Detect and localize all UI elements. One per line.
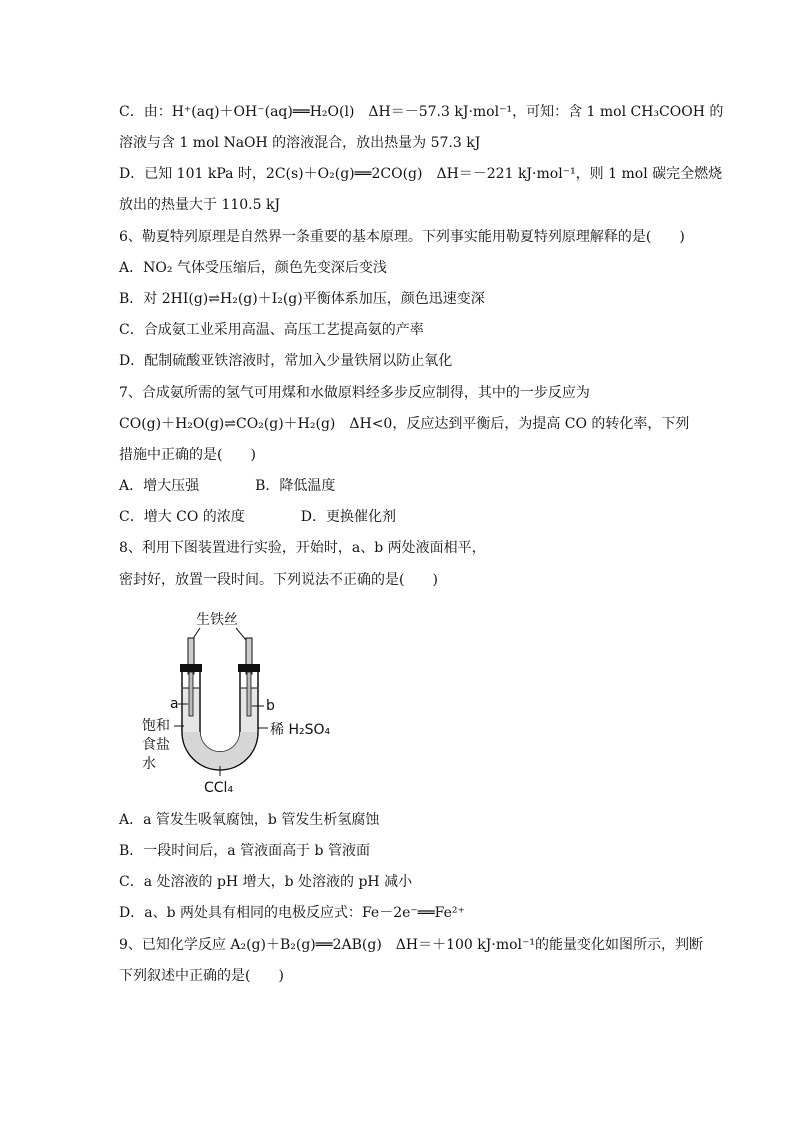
question-8-stem-line2: 密封好，放置一段时间。下列说法不正确的是( ) — [119, 572, 438, 588]
question-9-stem-line1: 9、已知化学反应 A₂(g)＋B₂(g)══2AB(g) ΔH＝＋100 kJ·mol⁻¹的能量变化如图所示，判断 — [119, 937, 704, 953]
question-9-stem-line2: 下列叙述中正确的是( ) — [119, 968, 284, 984]
label-a: a — [170, 696, 179, 712]
u-tube-diagram — [140, 604, 360, 800]
option-6d: D．配制硫酸亚铁溶液时，常加入少量铁屑以防止氧化 — [119, 353, 453, 369]
label-water: 水 — [142, 756, 156, 772]
label-saturated: 饱和 — [142, 718, 170, 734]
question-7-stem-line1: 7、合成氨所需的氢气可用煤和水做原料经多步反应制得，其中的一步反应为 — [119, 385, 590, 401]
option-6c: C．合成氨工业采用高温、高压工艺提高氨的产率 — [119, 322, 424, 338]
option-8d: D．a、b 两处具有相同的电极反应式：Fe－2e⁻══Fe²⁺ — [119, 905, 465, 921]
liquid-bottom — [183, 732, 257, 769]
option-5c-line1: C．由：H⁺(aq)＋OH⁻(aq)══H₂O(l) ΔH＝－57.3 kJ·mol⁻¹，可知：含 1 mol CH₃COOH 的 — [119, 104, 724, 120]
wire-pointer-right — [236, 628, 246, 640]
stopper-left — [180, 664, 202, 672]
question-7-stem-line3: 措施中正确的是( ) — [119, 447, 256, 463]
question-6-stem: 6、勒夏特列原理是自然界一条重要的基本原理。下列事实能用勒夏特列原理解释的是( ) — [119, 229, 685, 245]
label-ccl4: CCl₄ — [204, 780, 234, 796]
question-7-stem-line2: CO(g)＋H₂O(g)⇌CO₂(g)＋H₂(g) ΔH<0，反应达到平衡后，为提高 CO 的转化率，下列 — [119, 416, 690, 432]
option-5d-line2: 放出的热量大于 110.5 kJ — [119, 197, 281, 213]
u-tube-inner — [200, 672, 240, 752]
option-5c-line2: 溶液与含 1 mol NaOH 的溶液混合，放出热量为 57.3 kJ — [119, 135, 481, 151]
option-6a: A．NO₂ 气体受压缩后，颜色先变深后变浅 — [119, 260, 387, 276]
question-8-stem-line1: 8、利用下图装置进行实验，开始时，a、b 两处液面相平， — [119, 540, 486, 556]
stopper-right — [238, 664, 260, 672]
option-5d-line1: D．已知 101 kPa 时，2C(s)＋O₂(g)══2CO(g) ΔH＝－221 kJ·mol⁻¹，则 1 mol 碳完全燃烧 — [119, 166, 723, 182]
option-8a: A．a 管发生吸氧腐蚀，b 管发生析氢腐蚀 — [119, 812, 380, 828]
iron-wire-left-inner — [189, 672, 193, 716]
options-7cd: C．增大 CO 的浓度 D．更换催化剂 — [119, 509, 397, 525]
option-6b: B．对 2HI(g)⇌H₂(g)＋I₂(g)平衡体系加压，颜色迅速变深 — [119, 291, 485, 307]
u-tube-figure — [140, 604, 360, 800]
iron-wire-right-inner — [247, 672, 251, 716]
label-b: b — [266, 698, 275, 714]
option-8c: C．a 处溶液的 pH 增大，b 处溶液的 pH 减小 — [119, 874, 413, 890]
options-7ab: A．增大压强 B．降低温度 — [119, 478, 336, 494]
option-8b: B．一段时间后，a 管液面高于 b 管液面 — [119, 843, 370, 859]
label-brine: 食盐 — [142, 737, 170, 753]
wire-label: 生铁丝 — [196, 612, 238, 628]
label-acid: 稀 H₂SO₄ — [270, 722, 331, 738]
